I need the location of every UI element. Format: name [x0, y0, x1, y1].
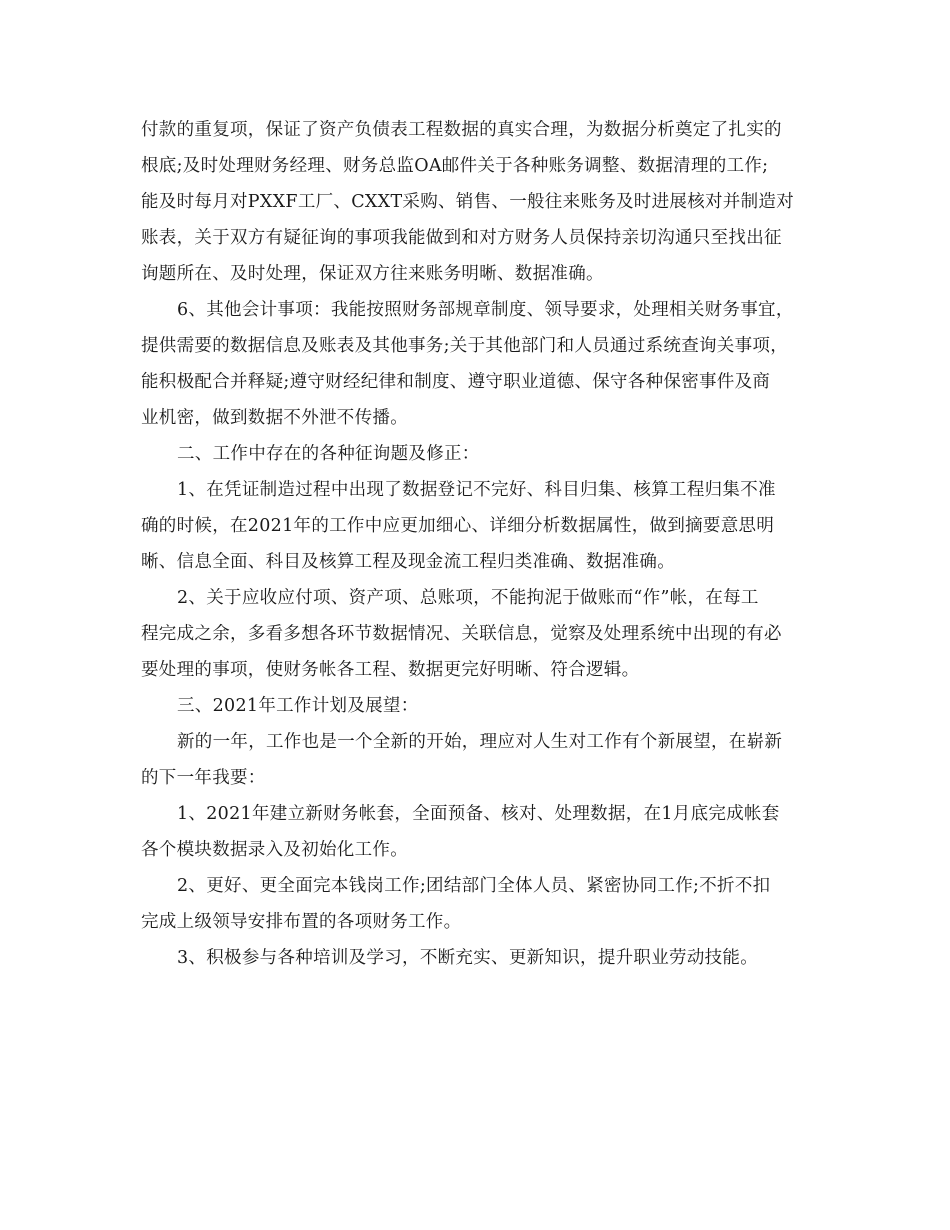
text-line: 晰、信息全面、科目及核算工程及现金流工程归类准确、数据准确。	[141, 552, 675, 572]
text-line: 1、在凭证制造过程中出现了数据登记不完好、科目归集、核算工程归集不准	[177, 480, 776, 500]
text-line: 询题所在、及时处理，保证双方往来账务明晰、数据准确。	[141, 264, 604, 284]
text-line: 付款的重复项，保证了资产负债表工程数据的真实合理，为数据分析奠定了扎实的	[141, 120, 782, 140]
section-heading: 二、工作中存在的各种征询题及修正：	[177, 444, 480, 464]
text-line: 程完成之余，多看多想各环节数据情况、关联信息，觉察及处理系统中出现的有必	[141, 624, 782, 644]
text-line: 提供需要的数据信息及账表及其他事务;关于其他部门和人员通过系统查询关事项，	[141, 336, 788, 356]
text-line: 业机密，做到数据不外泄不传播。	[141, 408, 408, 428]
text-line: 2、更好、更全面完本钱岗工作;团结部门全体人员、紧密协同工作;不折不扣	[177, 876, 771, 896]
text-line: 3、积极参与各种培训及学习，不断充实、更新知识，提升职业劳动技能。	[177, 948, 759, 968]
text-line: 完成上级领导安排布置的各项财务工作。	[141, 912, 462, 932]
text-line: 2、关于应收应付项、资产项、总账项，不能拘泥于做账而“作”帐，在每工	[177, 588, 759, 608]
text-line: 的下一年我要：	[141, 768, 266, 788]
text-line: 新的一年，工作也是一个全新的开始，理应对人生对工作有个新展望，在崭新	[177, 732, 783, 752]
text-line: 确的时候，在2021年的工作中应更加细心、详细分析数据属性，做到摘要意思明	[141, 516, 775, 536]
text-line: 账表，关于双方有疑征询的事项我能做到和对方财务人员保持亲切沟通只至找出征	[141, 228, 782, 248]
text-line: 能积极配合并释疑;遵守财经纪律和制度、遵守职业道德、保守各种保密事件及商	[141, 372, 771, 392]
section-heading: 三、2021年工作计划及展望：	[177, 696, 419, 716]
text-line: 各个模块数据录入及初始化工作。	[141, 840, 408, 860]
text-line: 6、其他会计事项：我能按照财务部规章制度、领导要求，处理相关财务事宜，	[177, 300, 794, 320]
text-line: 1、2021年建立新财务帐套，全面预备、核对、处理数据，在1月底完成帐套	[177, 804, 780, 824]
text-line: 要处理的事项，使财务帐各工程、数据更完好明晰、符合逻辑。	[141, 660, 640, 680]
text-line: 能及时每月对PXXF工厂、CXXT采购、销售、一般往来账务及时进展核对并制造对	[141, 192, 795, 212]
text-line: 根底;及时处理财务经理、财务总监OA邮件关于各种账务调整、数据清理的工作;	[141, 156, 769, 176]
